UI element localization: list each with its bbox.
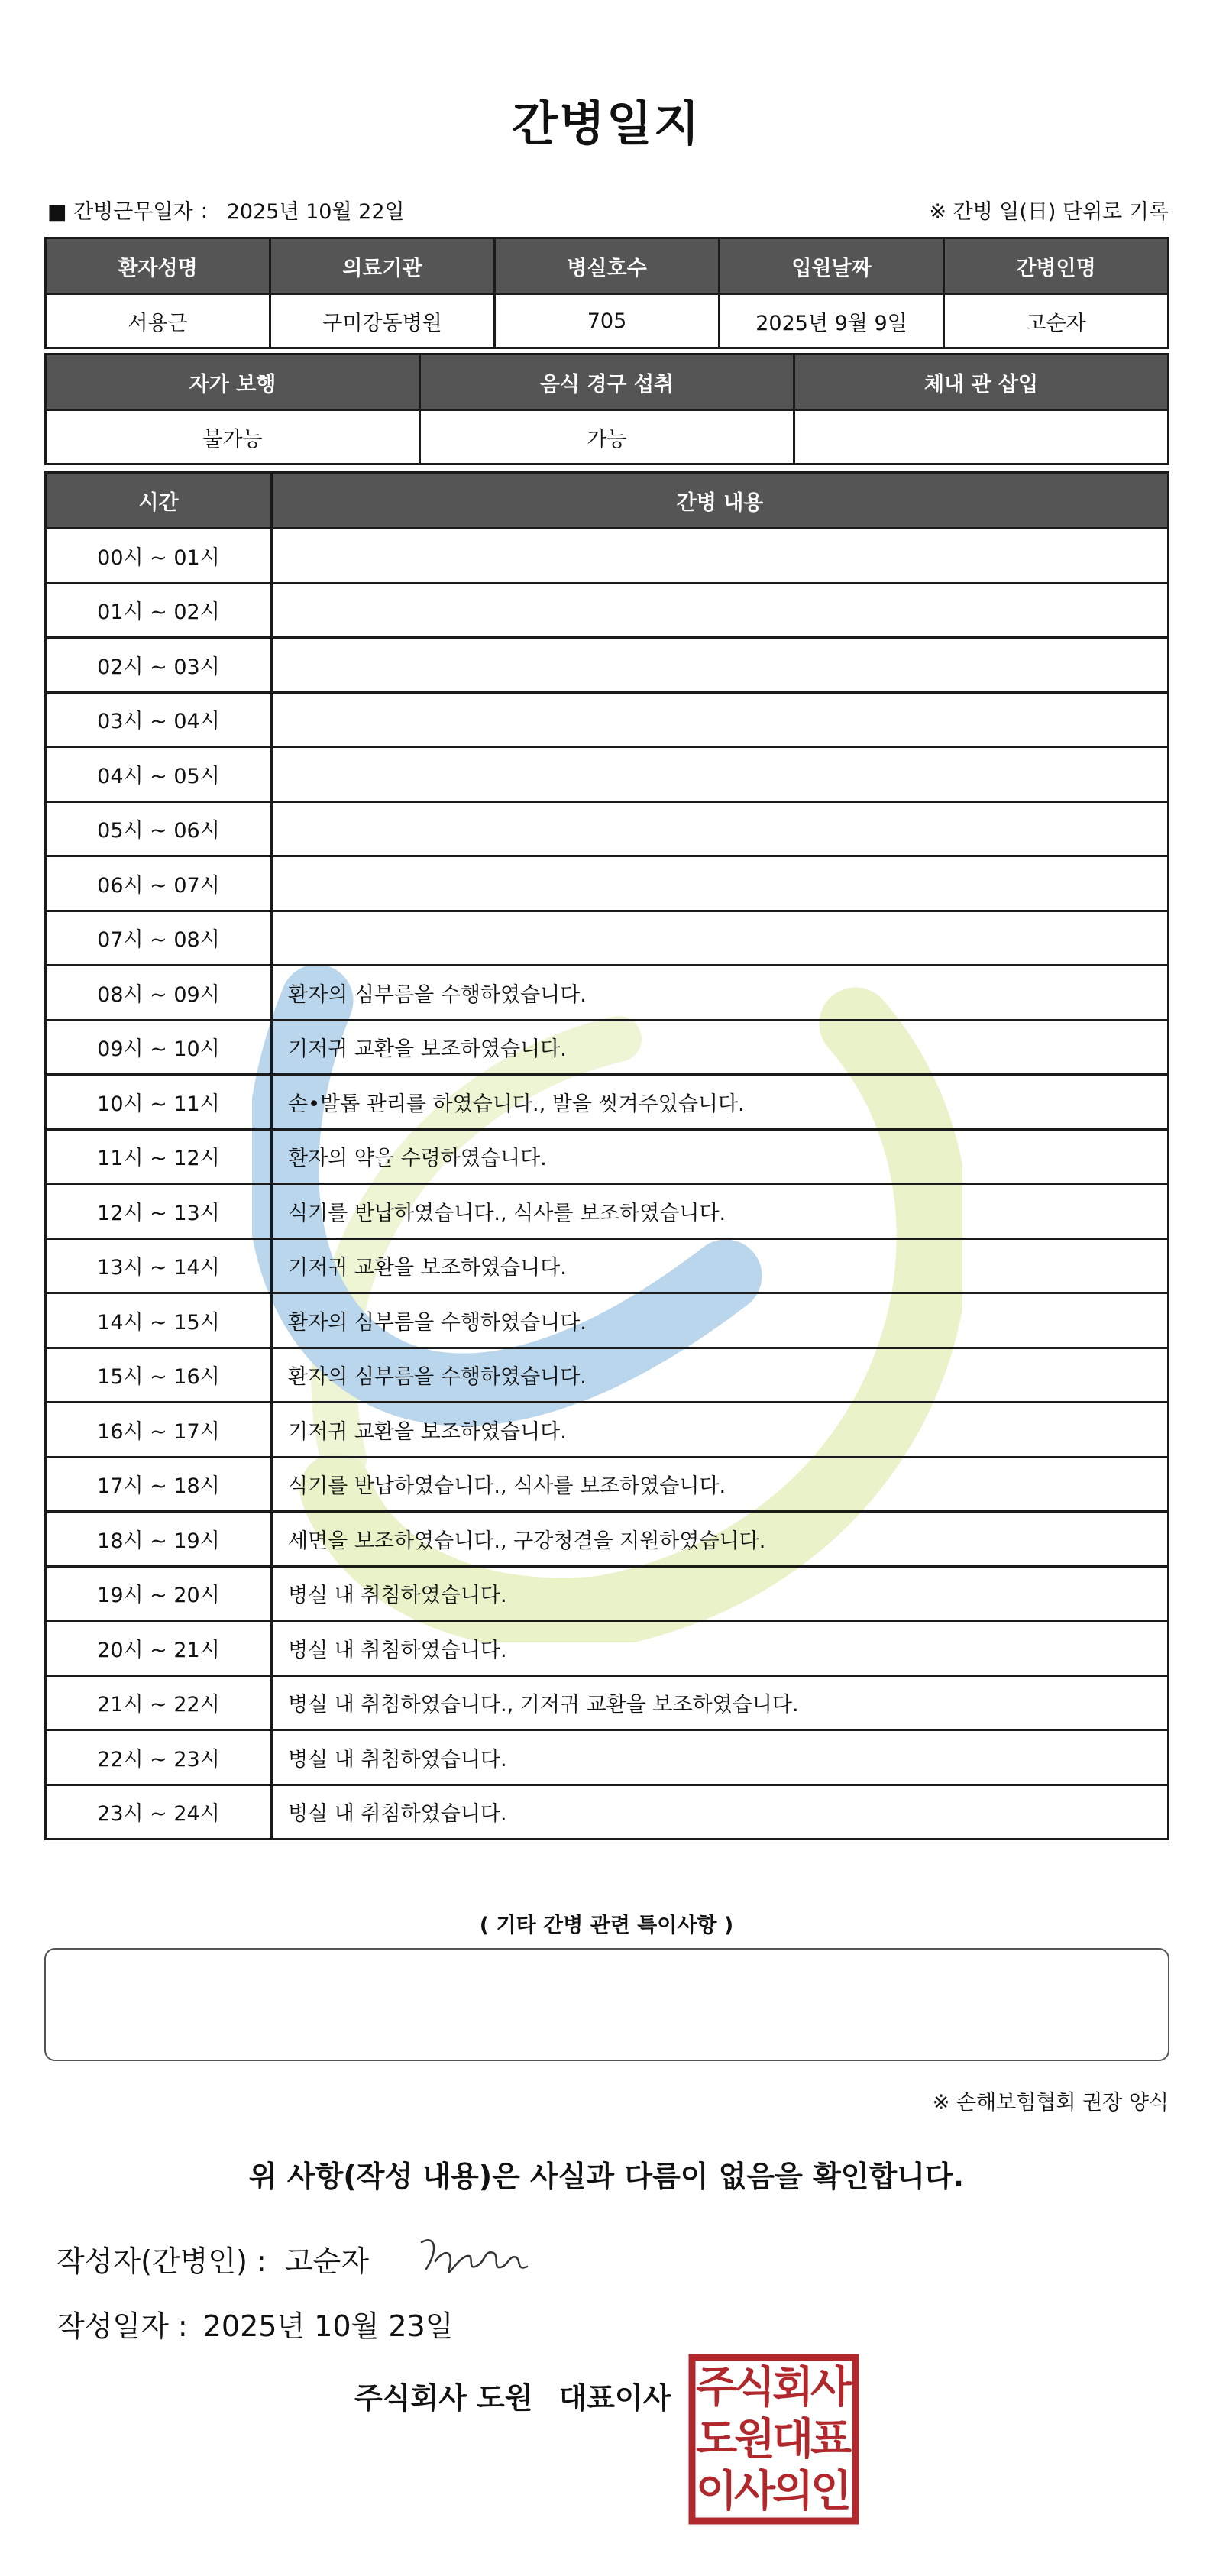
table-row: [46, 966, 1169, 1021]
care-content: 환자의 심부름을 수행하였습니다.: [272, 1293, 1169, 1348]
time-slot: 18시 ~ 19시: [46, 1512, 272, 1567]
table-row: [46, 1020, 1169, 1075]
care-log-table: [44, 471, 1169, 1840]
time-slot: 06시 ~ 07시: [46, 856, 272, 911]
table-row: [46, 638, 1169, 693]
writer-label: 작성자(간병인) :: [57, 2244, 267, 2278]
table-row: [46, 747, 1169, 802]
care-content: 환자의 심부름을 수행하였습니다.: [272, 1348, 1169, 1403]
walking-status: 불가능: [46, 410, 420, 464]
care-content: 병실 내 취침하였습니다.: [272, 1730, 1169, 1785]
time-slot: 05시 ~ 06시: [46, 801, 272, 856]
time-slot: 00시 ~ 01시: [46, 529, 272, 584]
care-content: 식기를 반납하였습니다., 식사를 보조하였습니다.: [272, 1457, 1169, 1512]
company-name: 주식회사 도원: [354, 2381, 533, 2415]
document-title: 간병일지: [512, 95, 701, 151]
seal-character: 표: [810, 2415, 852, 2464]
table-row: [46, 1129, 1169, 1184]
patient-name: 서용근: [46, 294, 270, 348]
care-content: [272, 529, 1169, 584]
care-content: 환자의 약을 수령하였습니다.: [272, 1129, 1169, 1184]
time-slot: 01시 ~ 02시: [46, 583, 272, 638]
company-seal-stamp: [687, 2353, 860, 2526]
time-slot: 07시 ~ 08시: [46, 911, 272, 966]
time-slot: 13시 ~ 14시: [46, 1238, 272, 1293]
care-content: 병실 내 취침하였습니다.: [272, 1566, 1169, 1621]
company-representative: 대표이사: [558, 2381, 671, 2415]
time-slot: 12시 ~ 13시: [46, 1184, 272, 1239]
time-slot: 21시 ~ 22시: [46, 1675, 272, 1730]
time-slot: 04시 ~ 05시: [46, 747, 272, 802]
time-slot: 19시 ~ 20시: [46, 1566, 272, 1621]
care-content: 기저귀 교환을 보조하였습니다.: [272, 1238, 1169, 1293]
time-slot: 08시 ~ 09시: [46, 966, 272, 1021]
care-content: [272, 747, 1169, 802]
seal-character: 인: [810, 2467, 852, 2516]
company-row: [354, 2374, 671, 2416]
care-content: [272, 583, 1169, 638]
table-row: [46, 1403, 1169, 1458]
confirmation-statement: 위 사항(작성 내용)은 사실과 다름이 없음을 확인합니다.: [248, 2160, 965, 2193]
seal-character: 원: [733, 2415, 776, 2464]
table-row: [46, 1730, 1169, 1785]
form-source-note: ※ 손해보험협회 권장 양식: [932, 2091, 1169, 2115]
care-content: [272, 856, 1169, 911]
header-time: 시간: [46, 473, 272, 529]
seal-character: 사: [810, 2363, 852, 2413]
seal-character: 사: [733, 2467, 776, 2516]
oral-intake-status: 가능: [420, 410, 794, 464]
table-row: [46, 583, 1169, 638]
table-row: [46, 1675, 1169, 1730]
remarks-box: [44, 1948, 1169, 2061]
header-tube: 체내 관 삽입: [794, 354, 1169, 410]
header-hospital: 의료기관: [270, 238, 495, 294]
handwritten-signature: [412, 2227, 535, 2288]
table-row: [46, 1184, 1169, 1239]
header-caregiver: 간병인명: [944, 238, 1169, 294]
care-content: 손•발톱 관리를 하였습니다., 발을 씻겨주었습니다.: [272, 1075, 1169, 1130]
header-care-content: 간병 내용: [272, 473, 1169, 529]
time-slot: 20시 ~ 21시: [46, 1621, 272, 1676]
time-slot: 02시 ~ 03시: [46, 638, 272, 693]
table-row: [46, 1785, 1169, 1840]
table-row: [46, 856, 1169, 911]
table-row: [46, 911, 1169, 966]
care-content: 병실 내 취침하였습니다.: [272, 1785, 1169, 1840]
writer-row: [57, 2238, 369, 2280]
header-patient-name: 환자성명: [46, 238, 270, 294]
time-slot: 15시 ~ 16시: [46, 1348, 272, 1403]
table-row: [46, 801, 1169, 856]
seal-character: 회: [771, 2363, 814, 2413]
table-row: [46, 1075, 1169, 1130]
care-content: 식기를 반납하였습니다., 식사를 보조하였습니다.: [272, 1184, 1169, 1239]
time-slot: 14시 ~ 15시: [46, 1293, 272, 1348]
care-content: 기저귀 교환을 보조하였습니다.: [272, 1403, 1169, 1458]
table-row: [46, 1512, 1169, 1567]
care-content: 병실 내 취침하였습니다.: [272, 1621, 1169, 1676]
write-date-value: 2025년 10월 23일: [202, 2309, 454, 2343]
care-content: [272, 638, 1169, 693]
time-slot: 23시 ~ 24시: [46, 1785, 272, 1840]
seal-character: 이: [695, 2467, 738, 2516]
header-walking: 자가 보행: [46, 354, 420, 410]
patient-status-table: [44, 353, 1169, 465]
time-slot: 09시 ~ 10시: [46, 1020, 272, 1075]
care-content: 세면을 보조하였습니다., 구강청결을 지원하였습니다.: [272, 1512, 1169, 1567]
table-row: [46, 1566, 1169, 1621]
care-content: 환자의 심부름을 수행하였습니다.: [272, 966, 1169, 1021]
table-row: [46, 692, 1169, 747]
seal-character: 식: [733, 2363, 776, 2413]
admission-date: 2025년 9월 9일: [720, 294, 944, 348]
table-row: [46, 1621, 1169, 1676]
time-slot: 22시 ~ 23시: [46, 1730, 272, 1785]
caregiver-name: 고순자: [944, 294, 1169, 348]
seal-character: 대: [771, 2415, 814, 2464]
table-row: [46, 1293, 1169, 1348]
header-admission-date: 입원날짜: [720, 238, 944, 294]
time-slot: 11시 ~ 12시: [46, 1129, 272, 1184]
room-number: 705: [495, 294, 720, 348]
table-row: [46, 1348, 1169, 1403]
care-content: [272, 911, 1169, 966]
write-date-label: 작성일자 :: [57, 2309, 188, 2343]
time-slot: 16시 ~ 17시: [46, 1403, 272, 1458]
header-oral-intake: 음식 경구 섭취: [420, 354, 794, 410]
writer-name: 고순자: [284, 2244, 369, 2278]
care-content: 기저귀 교환을 보조하였습니다.: [272, 1020, 1169, 1075]
time-slot: 10시 ~ 11시: [46, 1075, 272, 1130]
seal-character: 의: [771, 2467, 814, 2516]
time-slot: 17시 ~ 18시: [46, 1457, 272, 1512]
unit-note: ※ 간병 일(日) 단위로 기록: [929, 200, 1169, 224]
seal-character: 주: [695, 2363, 738, 2413]
table-row: [46, 1457, 1169, 1512]
work-date: ■ 간병근무일자 ： 2025년 10월 22일: [47, 200, 405, 224]
write-date-row: [57, 2303, 453, 2345]
tube-status: [794, 410, 1169, 464]
table-row: [46, 1238, 1169, 1293]
time-slot: 03시 ~ 04시: [46, 692, 272, 747]
patient-info-table: [44, 237, 1169, 349]
hospital: 구미강동병원: [270, 294, 495, 348]
care-content: [272, 801, 1169, 856]
seal-character: 도: [695, 2415, 738, 2464]
header-room: 병실호수: [495, 238, 720, 294]
care-content: 병실 내 취침하였습니다., 기저귀 교환을 보조하였습니다.: [272, 1675, 1169, 1730]
remarks-title: ( 기타 간병 관련 특이사항 ): [479, 1914, 734, 1937]
care-content: [272, 692, 1169, 747]
table-row: [46, 529, 1169, 584]
